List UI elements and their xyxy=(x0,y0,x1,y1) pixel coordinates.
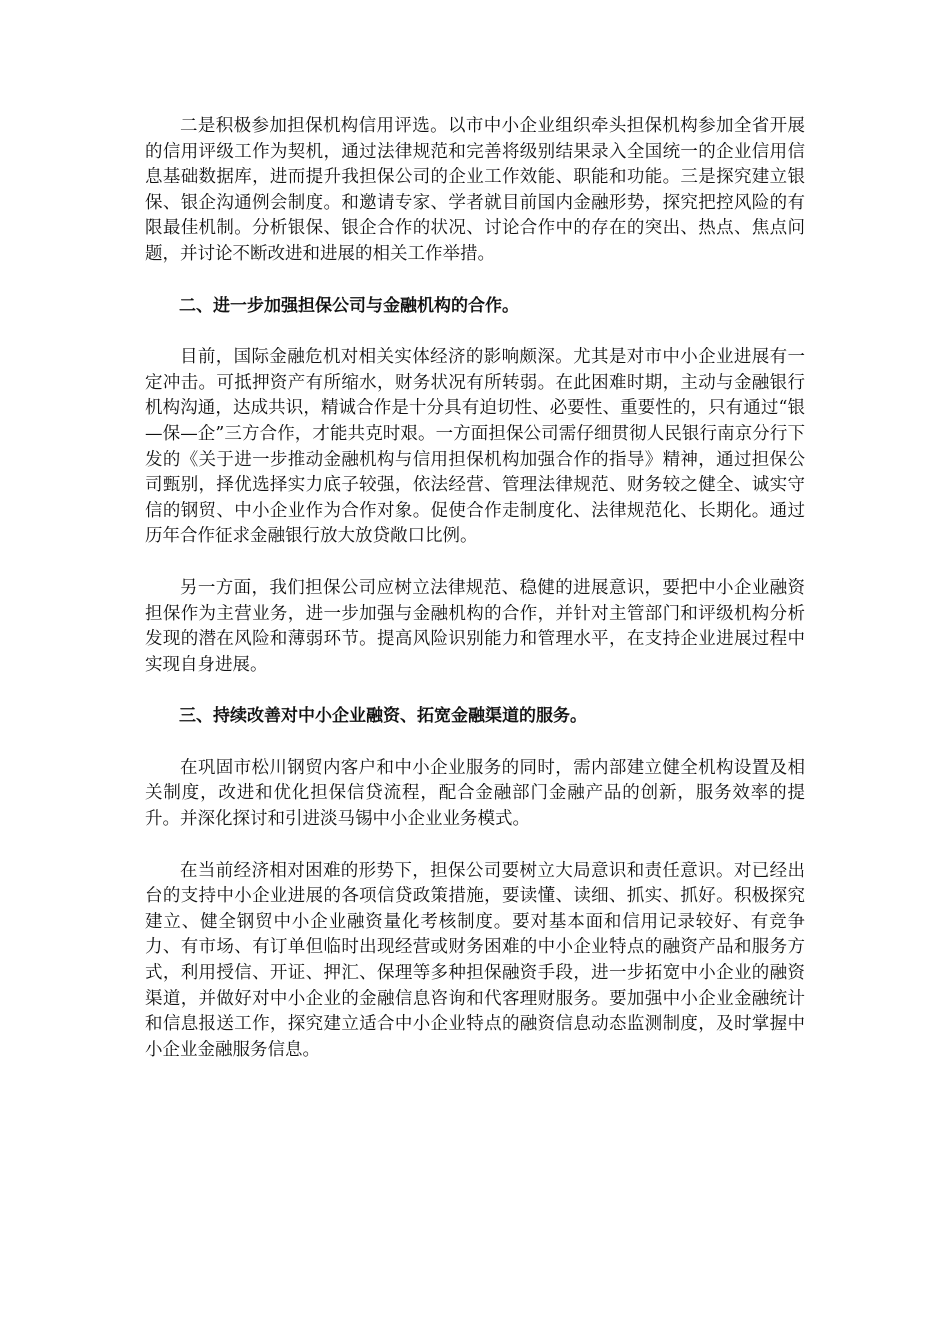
paragraph-financial-crisis: 目前，国际金融危机对相关实体经济的影响颇深。尤其是对市中小企业进展有一定冲击。可抵押资产有所缩水，财务状况有所转弱。在此困难时期，主动与金融银行机构沟通，达成共识，精诚合作是十分具有迫切性、必要性、重要性的，只有通过“银—保—企”三方合作，才能共克时艰。一方面担保公司需仔细贯彻人民银行南京分行下发的《关于进一步推动金融机构与信用担保机构加强合作的指导》精神，通过担保公司甄别，择优选择实力底子较强，依法经营、管理法律规范、财务较之健全、诚实守信的钢贸、中小企业作为合作对象。促使合作走制度化、法律规范化、长期化。通过历年合作征求金融银行放大放贷敞口比例。 xyxy=(145,347,805,547)
section-heading-2: 二、进一步加强担保公司与金融机构的合作。 xyxy=(179,295,519,316)
section-heading-3: 三、持续改善对中小企业融资、拓宽金融渠道的服务。 xyxy=(179,706,587,727)
paragraph-other-hand: 另一方面，我们担保公司应树立法律规范、稳健的进展意识，要把中小企业融资担保作为主营业务，进一步加强与金融机构的合作，并针对主管部门和评级机构分析发现的潜在风险和薄弱环节。提高风险识别能力和管理水平，在支持企业进展过程中实现自身进展。 xyxy=(145,577,805,675)
document-page xyxy=(145,114,805,1089)
paragraph-current-economy: 在当前经济相对困难的形势下，担保公司要树立大局意识和责任意识。对已经出台的支持中小企业进展的各项信贷政策措施，要读懂、读细、抓实、抓好。积极探究建立、健全钢贸中小企业融资量化考核制度。要对基本面和信用记录较好、有竞争力、有市场、有订单但临时出现经营或财务困难的中小企业特点的融资产品和服务方式，利用授信、开证、押汇、保理等多种担保融资手段，进一步拓宽中小企业的融资渠道，并做好对中小企业的金融信息咨询和代客理财服务。要加强中小企业金融统计和信息报送工作，探究建立适合中小企业特点的融资信息动态监测制度，及时掌握中小企业金融服务信息。 xyxy=(145,860,805,1060)
paragraph-credit-rating: 二是积极参加担保机构信用评选。以市中小企业组织牵头担保机构参加全省开展的信用评级工作为契机，通过法律规范和完善将级别结果录入全国统一的企业信用信息基础数据库，进而提升我担保公司的企业工作效能、职能和功能。三是探究建立银保、银企沟通例会制度。和邀请专家、学者就目前国内金融形势，探究把控风险的有限最佳机制。分析银保、银企合作的状况、讨论合作中的存在的突出、热点、焦点问题，并讨论不断改进和进展的相关工作举措。 xyxy=(145,116,805,264)
paragraph-consolidate: 在巩固市松川钢贸内客户和中小企业服务的同时，需内部建立健全机构设置及相关制度，改进和优化担保信贷流程，配合金融部门金融产品的创新，服务效率的提升。并深化探讨和引进淡马锡中小企业业务模式。 xyxy=(145,757,805,830)
